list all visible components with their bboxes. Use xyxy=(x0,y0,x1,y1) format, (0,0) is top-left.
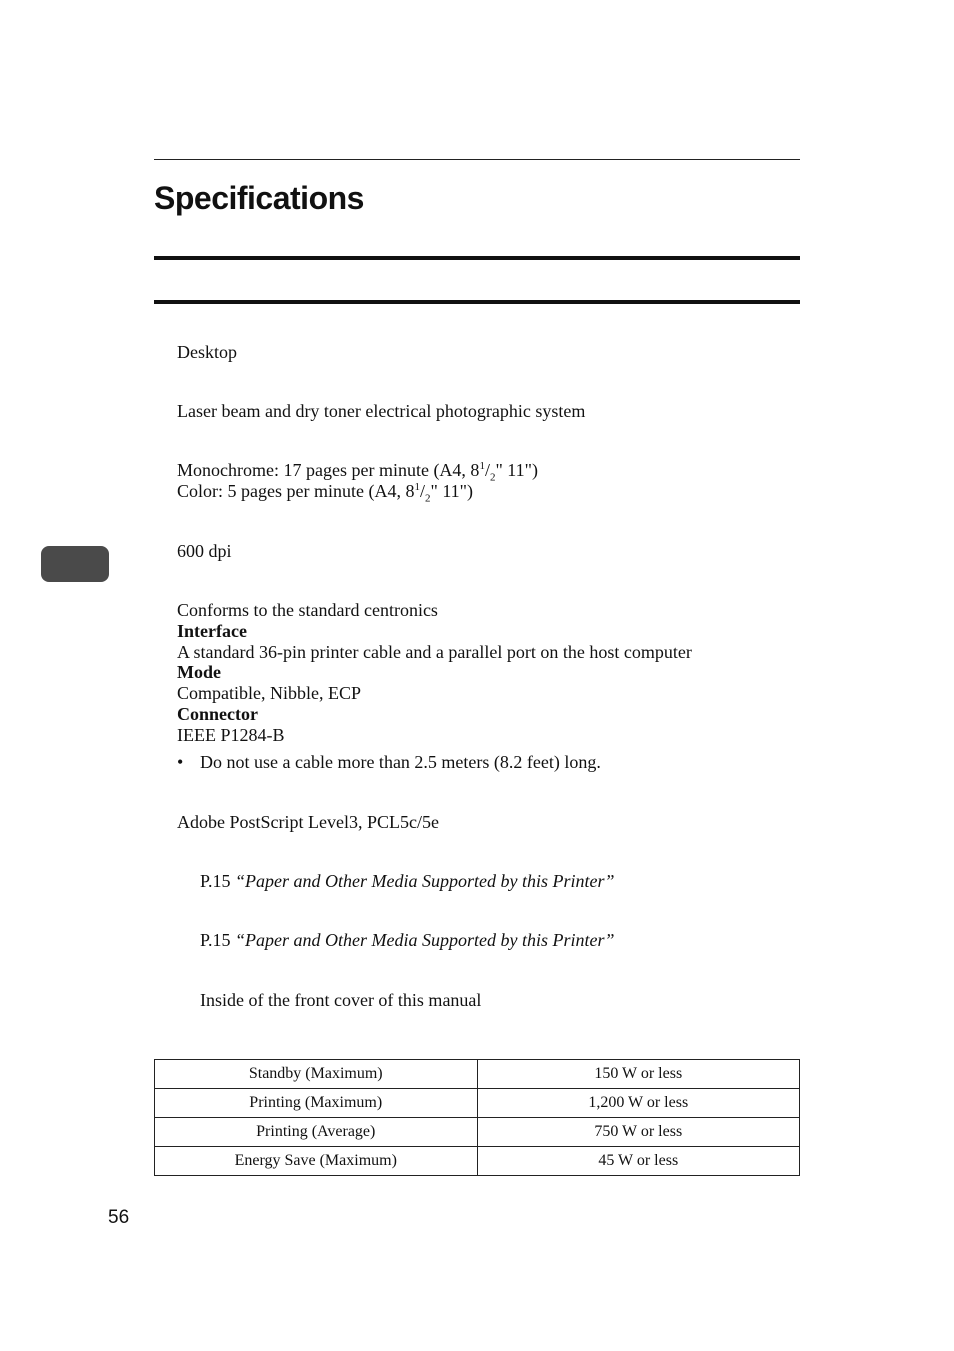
spec-interface-value: A standard 36-pin printer cable and a parallel port on the host computer xyxy=(177,642,692,662)
spec-resolution: 600 dpi xyxy=(177,541,232,561)
paper-size-ref-link[interactable]: “Paper and Other Media Supported by this Printer” xyxy=(235,871,615,891)
spec-cable-note: Do not use a cable more than 2.5 meters (8.2 feet) long. xyxy=(200,752,601,772)
bullet-icon: • xyxy=(177,752,184,772)
spec-printer-language: Adobe PostScript Level3, PCL5c/5e xyxy=(177,812,439,832)
speed-color-slash: / xyxy=(419,481,425,501)
table-cell-mode: Printing (Average) xyxy=(155,1118,478,1147)
speed-color-sup: 1 xyxy=(414,481,420,493)
speed-color-tail: " 11") xyxy=(430,481,474,501)
spec-connector-label: Connector xyxy=(177,704,258,724)
page-number: 56 xyxy=(108,1207,130,1228)
table-cell-mode: Printing (Maximum) xyxy=(155,1089,478,1118)
spec-connector-value: IEEE P1284-B xyxy=(177,725,285,745)
spec-speed-monochrome xyxy=(177,460,538,484)
table-cell-value: 150 W or less xyxy=(477,1060,800,1089)
page-title: Specifications xyxy=(154,180,364,216)
spec-mode-value: Compatible, Nibble, ECP xyxy=(177,683,361,703)
table-cell-value: 45 W or less xyxy=(477,1147,800,1176)
speed-color-sub: 2 xyxy=(424,492,431,505)
spec-paper-size-ref xyxy=(200,871,615,892)
section-rule-bottom xyxy=(154,300,800,304)
speed-mono-slash: / xyxy=(484,460,490,480)
spec-interface-intro: Conforms to the standard centronics xyxy=(177,600,438,620)
paper-size-ref-page: P.15 xyxy=(200,871,231,891)
spec-configuration: Desktop xyxy=(177,342,237,362)
chapter-tab-marker xyxy=(41,546,109,582)
spec-paper-type-ref xyxy=(200,930,615,951)
table-row xyxy=(155,1118,800,1147)
speed-mono-sup: 1 xyxy=(479,460,485,472)
table-cell-value: 750 W or less xyxy=(477,1118,800,1147)
table-row xyxy=(155,1060,800,1089)
spec-interface-label: Interface xyxy=(177,621,247,641)
speed-mono-sub: 2 xyxy=(489,471,496,484)
table-cell-mode: Standby (Maximum) xyxy=(155,1060,478,1089)
header-rule xyxy=(154,159,800,160)
spec-mode-label: Mode xyxy=(177,662,221,682)
speed-mono-text: Monochrome: 17 pages per minute (A4, 8 xyxy=(177,460,480,480)
speed-mono-tail: " 11") xyxy=(495,460,538,480)
table-row xyxy=(155,1089,800,1118)
spec-print-technology: Laser beam and dry toner electrical photographic system xyxy=(177,401,586,421)
power-consumption-table xyxy=(154,1059,800,1176)
section-rule-top xyxy=(154,256,800,260)
paper-type-ref-page: P.15 xyxy=(200,930,231,950)
table-row xyxy=(155,1147,800,1176)
spec-speed-color xyxy=(177,481,474,505)
table-cell-value: 1,200 W or less xyxy=(477,1089,800,1118)
table-cell-mode: Energy Save (Maximum) xyxy=(155,1147,478,1176)
speed-color-text: Color: 5 pages per minute (A4, 8 xyxy=(177,481,415,501)
spec-power-source: Inside of the front cover of this manual xyxy=(200,990,482,1010)
paper-type-ref-link[interactable]: “Paper and Other Media Supported by this Printer” xyxy=(235,930,615,950)
